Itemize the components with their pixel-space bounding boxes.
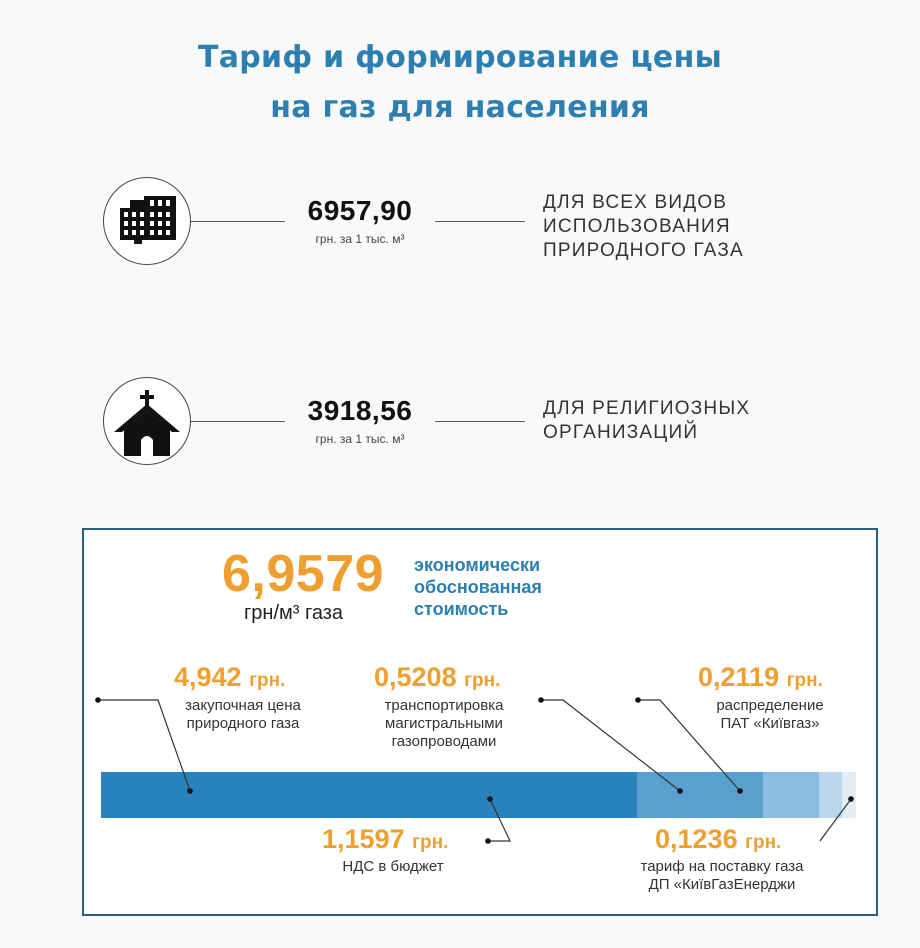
church-icon: [103, 377, 191, 465]
tariff-description: ДЛЯ ВСЕХ ВИДОВ ИСПОЛЬЗОВАНИЯ ПРИРОДНОГО ГАЗА: [543, 192, 744, 261]
component-label: тариф на поставку газа ДП «КиївГазЕнерджи: [640, 858, 804, 893]
bar-segment: [637, 772, 763, 818]
component-value: 0,5208 грн.: [374, 662, 501, 692]
price-breakdown-bar: [101, 772, 856, 818]
tariff-price: 6957,90: [307, 195, 413, 226]
connector-line: [435, 421, 525, 422]
component-label: транспортировка магистральными газопроводами: [384, 697, 504, 750]
component-value: 0,1236 грн.: [655, 824, 782, 854]
bar-segment: [763, 772, 819, 818]
component-value: 4,942 грн.: [174, 662, 286, 692]
component-label: НДС в бюджет: [342, 858, 444, 875]
page-title-line1: Тариф и формирование цены: [197, 40, 723, 75]
page-title-line2: на газ для населения: [270, 90, 650, 125]
connector-line: [191, 221, 285, 222]
tariff-unit: грн. за 1 тыс. м³: [315, 432, 405, 446]
connector-line: [191, 421, 285, 422]
total-label: экономически обоснованная стоимость: [414, 555, 542, 619]
component-label: распределение ПАТ «Київгаз»: [716, 697, 824, 732]
component-label: закупочная цена природного газа: [185, 697, 301, 732]
bar-segment: [101, 772, 637, 818]
tariff-price: 3918,56: [307, 395, 413, 426]
component-value: 1,1597 грн.: [322, 824, 449, 854]
component-value: 0,2119 грн.: [698, 662, 823, 692]
apartment-building-icon: [103, 177, 191, 265]
total-value: 6,9579: [222, 545, 385, 603]
tariff-description: ДЛЯ РЕЛИГИОЗНЫХ ОРГАНИЗАЦИЙ: [543, 398, 751, 443]
connector-line: [435, 221, 525, 222]
bar-segment: [819, 772, 842, 818]
total-unit: грн/м³ газа: [244, 602, 344, 624]
bar-segment: [842, 772, 856, 818]
tariff-unit: грн. за 1 тыс. м³: [315, 232, 405, 246]
